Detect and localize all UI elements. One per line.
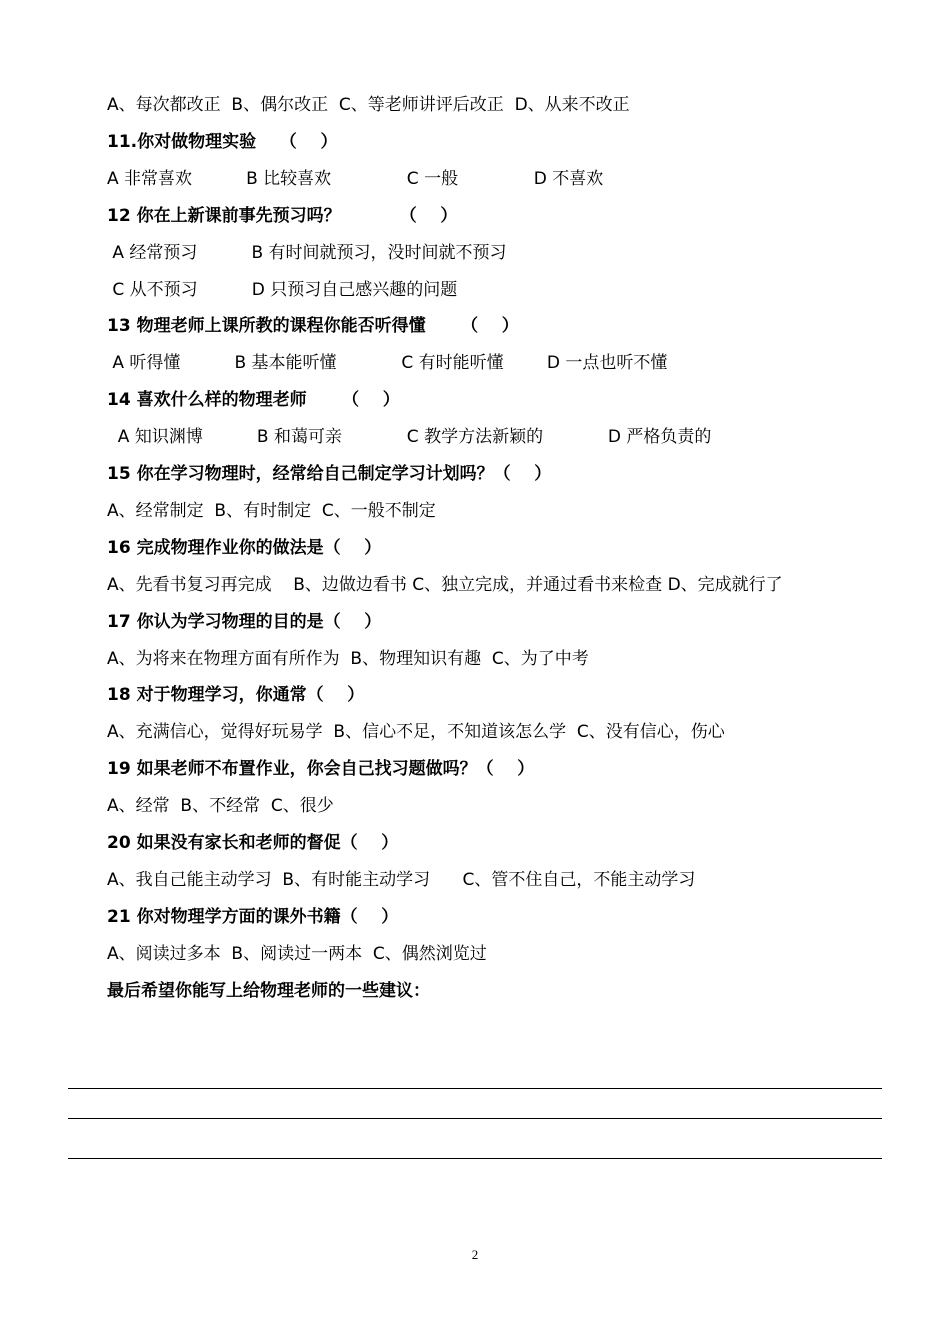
answer-line	[68, 1158, 882, 1159]
answer-options: A、每次都改正 B、偶尔改正 C、等老师讲评后改正 D、从来不改正	[107, 95, 630, 115]
answer-options: A 知识渊博 B 和蔼可亲 C 教学方法新颖的 D 严格负责的	[107, 427, 712, 448]
answer-options: A 听得懂 B 基本能听懂 C 有时能听懂 D 一点也听不懂	[107, 353, 668, 374]
answer-line	[68, 1118, 882, 1119]
question-text: 12 你在上新课前事先预习吗？ （ ）	[107, 205, 458, 226]
question-text: 19 如果老师不布置作业，你会自己找习题做吗？（ ）	[107, 759, 535, 780]
question-text: 13 物理老师上课所教的课程你能否听得懂 （ ）	[107, 316, 519, 337]
answer-options: A、经常制定 B、有时制定 C、一般不制定	[107, 500, 436, 521]
question-text: 16 完成物理作业你的做法是（ ）	[107, 537, 382, 558]
answer-options: A 经常预习 B 有时间就预习，没时间就不预习	[107, 242, 507, 263]
answer-options: A、为将来在物理方面有所作为 B、物理知识有趣 C、为了中考	[107, 648, 589, 669]
page-number: 2	[471, 1247, 479, 1262]
question-text: 18 对于物理学习，你通常（ ）	[107, 685, 365, 706]
answer-line	[68, 1088, 882, 1089]
question-text: 14 喜欢什么样的物理老师 （ ）	[107, 390, 400, 411]
answer-options: A、阅读过多本 B、阅读过一两本 C、偶然浏览过	[107, 943, 487, 964]
question-text: 20 如果没有家长和老师的督促（ ）	[107, 833, 399, 853]
answer-options: A、先看书复习再完成 B、边做边看书 C、独立完成，并通过看书来检查 D、完成就行了	[107, 574, 783, 595]
answer-options: A、经常 B、不经常 C、很少	[107, 796, 334, 817]
question-text: 11.你对做物理实验 （ ）	[107, 131, 338, 152]
question-text: 21 你对物理学方面的课外书籍（ ）	[107, 906, 399, 927]
answer-options: C 从不预习 D 只预习自己感兴趣的问题	[107, 279, 458, 300]
answer-options: A、充满信心，觉得好玩易学 B、信心不足，不知道该怎么学 C、没有信心，伤心	[107, 722, 725, 743]
answer-options: A 非常喜欢 B 比较喜欢 C 一般 D 不喜欢	[107, 168, 604, 189]
answer-options: A、我自己能主动学习 B、有时能主动学习 C、管不住自己，不能主动学习	[107, 869, 696, 890]
question-text: 17 你认为学习物理的目的是（ ）	[107, 611, 382, 632]
question-text: 最后希望你能写上给物理老师的一些建议：	[107, 980, 430, 1001]
question-text: 15 你在学习物理时，经常给自己制定学习计划吗？（ ）	[107, 464, 552, 484]
